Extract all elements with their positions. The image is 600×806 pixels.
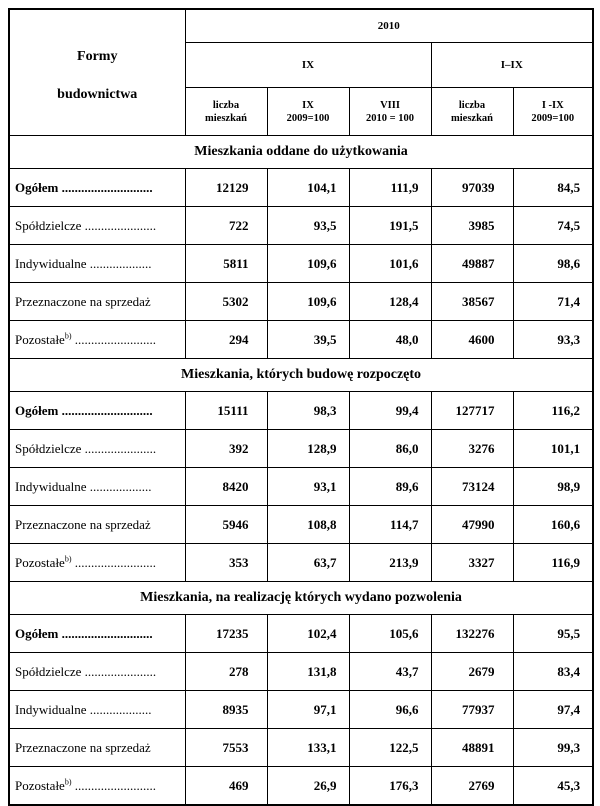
value-cell: 2769 [431, 767, 513, 806]
col-header-count-1-line2: mieszkań [205, 112, 247, 124]
row-label: Indywidualne [15, 478, 87, 494]
row-label-cell [9, 169, 185, 207]
value-cell: 191,5 [349, 207, 431, 245]
value-cell: 5946 [185, 506, 267, 544]
leader-dots: ................... [89, 478, 152, 494]
value-cell: 71,4 [513, 283, 593, 321]
value-cell: 353 [185, 544, 267, 582]
value-cell: 98,6 [513, 245, 593, 283]
value-cell: 294 [185, 321, 267, 359]
col-header-idx-cum-line1: I -IX [541, 99, 564, 111]
table-row [9, 653, 593, 691]
table-row [9, 767, 593, 806]
row-label: Indywidualne [15, 255, 87, 271]
value-cell: 97,1 [267, 691, 349, 729]
table-row [9, 544, 593, 582]
row-label: Ogółem [15, 179, 59, 195]
section-header-row [9, 582, 593, 615]
value-cell: 105,6 [349, 615, 431, 653]
value-cell: 96,6 [349, 691, 431, 729]
value-cell: 97,4 [513, 691, 593, 729]
section-title: Mieszkania, których budowę rozpoczęto [9, 359, 593, 392]
value-cell: 63,7 [267, 544, 349, 582]
value-cell: 84,5 [513, 169, 593, 207]
footnote-marker: b) [64, 331, 72, 341]
col-header-idx-prev-month-line2: 2010 = 100 [366, 112, 414, 124]
value-cell: 109,6 [267, 283, 349, 321]
row-label: Ogółem [15, 402, 59, 418]
value-cell: 116,2 [513, 392, 593, 430]
row-label-cell [9, 615, 185, 653]
value-cell: 39,5 [267, 321, 349, 359]
value-cell: 73124 [431, 468, 513, 506]
value-cell: 48891 [431, 729, 513, 767]
leader-dots: ......................... [74, 331, 156, 347]
value-cell: 722 [185, 207, 267, 245]
value-cell: 45,3 [513, 767, 593, 806]
row-label: Przeznaczone na sprzedaż [15, 293, 151, 309]
row-label: Spółdzielcze [15, 217, 82, 233]
row-label-cell [9, 653, 185, 691]
row-label-cell [9, 506, 185, 544]
value-cell: 17235 [185, 615, 267, 653]
leader-dots: ............................ [61, 625, 153, 641]
row-label: Spółdzielcze [15, 440, 82, 456]
value-cell: 109,6 [267, 245, 349, 283]
value-cell: 127717 [431, 392, 513, 430]
row-label-cell [9, 767, 185, 806]
value-cell: 5811 [185, 245, 267, 283]
table-row [9, 615, 593, 653]
row-label-cell [9, 544, 185, 582]
value-cell: 116,9 [513, 544, 593, 582]
value-cell: 74,5 [513, 207, 593, 245]
col-header-count-2-line1: liczba [458, 99, 486, 111]
row-label: Pozostałe [15, 554, 65, 570]
value-cell: 99,3 [513, 729, 593, 767]
value-cell: 278 [185, 653, 267, 691]
col-header-idx-prev-month-line1: VIII [380, 99, 400, 111]
forms-header-cell [9, 9, 185, 136]
value-cell: 49887 [431, 245, 513, 283]
value-cell: 48,0 [349, 321, 431, 359]
col-header-idx-prev-year [267, 88, 349, 136]
value-cell: 160,6 [513, 506, 593, 544]
value-cell: 93,1 [267, 468, 349, 506]
leader-dots: ............................ [61, 402, 153, 418]
value-cell: 128,4 [349, 283, 431, 321]
leader-dots: ................... [89, 255, 152, 271]
col-header-idx-cum-line2: 2009=100 [531, 112, 575, 124]
value-cell: 102,4 [267, 615, 349, 653]
table-row [9, 321, 593, 359]
row-label-cell [9, 729, 185, 767]
table-row [9, 207, 593, 245]
row-label: Pozostałe [15, 777, 65, 793]
value-cell: 2679 [431, 653, 513, 691]
leader-dots: ................... [89, 701, 152, 717]
row-label: Indywidualne [15, 701, 87, 717]
housing-statistics-table [8, 8, 594, 806]
value-cell: 93,5 [267, 207, 349, 245]
col-header-idx-cum [513, 88, 593, 136]
value-cell: 98,9 [513, 468, 593, 506]
section-header-row [9, 359, 593, 392]
table-row [9, 283, 593, 321]
value-cell: 97039 [431, 169, 513, 207]
section-title: Mieszkania oddane do użytkowania [9, 136, 593, 169]
value-cell: 131,8 [267, 653, 349, 691]
table-row [9, 392, 593, 430]
value-cell: 8420 [185, 468, 267, 506]
row-label-cell [9, 691, 185, 729]
value-cell: 111,9 [349, 169, 431, 207]
table-row [9, 468, 593, 506]
value-cell: 101,6 [349, 245, 431, 283]
value-cell: 392 [185, 430, 267, 468]
row-label-cell [9, 321, 185, 359]
header-row-year [9, 9, 593, 43]
col-header-idx-prev-month [349, 88, 431, 136]
period-cumulative-header: I–IX [431, 43, 593, 88]
value-cell: 89,6 [349, 468, 431, 506]
value-cell: 213,9 [349, 544, 431, 582]
row-label: Przeznaczone na sprzedaż [15, 516, 151, 532]
value-cell: 38567 [431, 283, 513, 321]
year-header: 2010 [185, 9, 593, 43]
row-label-cell [9, 392, 185, 430]
forms-header-line1: Formy [77, 48, 118, 64]
row-label: Spółdzielcze [15, 663, 82, 679]
value-cell: 4600 [431, 321, 513, 359]
leader-dots: ......................... [74, 554, 156, 570]
value-cell: 77937 [431, 691, 513, 729]
value-cell: 108,8 [267, 506, 349, 544]
value-cell: 15111 [185, 392, 267, 430]
value-cell: 8935 [185, 691, 267, 729]
value-cell: 176,3 [349, 767, 431, 806]
row-label: Ogółem [15, 625, 59, 641]
value-cell: 47990 [431, 506, 513, 544]
table-row [9, 245, 593, 283]
value-cell: 99,4 [349, 392, 431, 430]
period-month-header: IX [185, 43, 431, 88]
table-row [9, 430, 593, 468]
value-cell: 95,5 [513, 615, 593, 653]
value-cell: 132276 [431, 615, 513, 653]
table-row [9, 506, 593, 544]
col-header-count-2-line2: mieszkań [451, 112, 493, 124]
leader-dots: ............................ [61, 179, 153, 195]
value-cell: 86,0 [349, 430, 431, 468]
row-label-cell [9, 430, 185, 468]
value-cell: 83,4 [513, 653, 593, 691]
value-cell: 5302 [185, 283, 267, 321]
value-cell: 98,3 [267, 392, 349, 430]
leader-dots: ......................... [74, 777, 156, 793]
row-label: Przeznaczone na sprzedaż [15, 739, 151, 755]
value-cell: 12129 [185, 169, 267, 207]
col-header-count-2 [431, 88, 513, 136]
col-header-idx-prev-year-line1: IX [302, 99, 314, 111]
value-cell: 7553 [185, 729, 267, 767]
value-cell: 469 [185, 767, 267, 806]
value-cell: 128,9 [267, 430, 349, 468]
leader-dots: ...................... [84, 440, 157, 456]
table-row [9, 169, 593, 207]
value-cell: 3327 [431, 544, 513, 582]
value-cell: 133,1 [267, 729, 349, 767]
table-row [9, 691, 593, 729]
leader-dots: ...................... [84, 217, 157, 233]
col-header-count-1 [185, 88, 267, 136]
row-label-cell [9, 468, 185, 506]
footnote-marker: b) [64, 554, 72, 564]
value-cell: 114,7 [349, 506, 431, 544]
section-header-row [9, 136, 593, 169]
value-cell: 93,3 [513, 321, 593, 359]
housing-table-container [8, 8, 592, 806]
row-label: Pozostałe [15, 331, 65, 347]
row-label-cell [9, 283, 185, 321]
forms-header-line2: budownictwa [57, 86, 138, 102]
col-header-idx-prev-year-line2: 2009=100 [286, 112, 330, 124]
table-body [9, 9, 593, 805]
footnote-marker: b) [64, 777, 72, 787]
value-cell: 122,5 [349, 729, 431, 767]
row-label-cell [9, 207, 185, 245]
value-cell: 26,9 [267, 767, 349, 806]
value-cell: 3276 [431, 430, 513, 468]
value-cell: 104,1 [267, 169, 349, 207]
leader-dots: ...................... [84, 663, 157, 679]
value-cell: 101,1 [513, 430, 593, 468]
value-cell: 3985 [431, 207, 513, 245]
row-label-cell [9, 245, 185, 283]
value-cell: 43,7 [349, 653, 431, 691]
section-title: Mieszkania, na realizację których wydano pozwolenia [9, 582, 593, 615]
col-header-count-1-line1: liczba [212, 99, 240, 111]
table-row [9, 729, 593, 767]
